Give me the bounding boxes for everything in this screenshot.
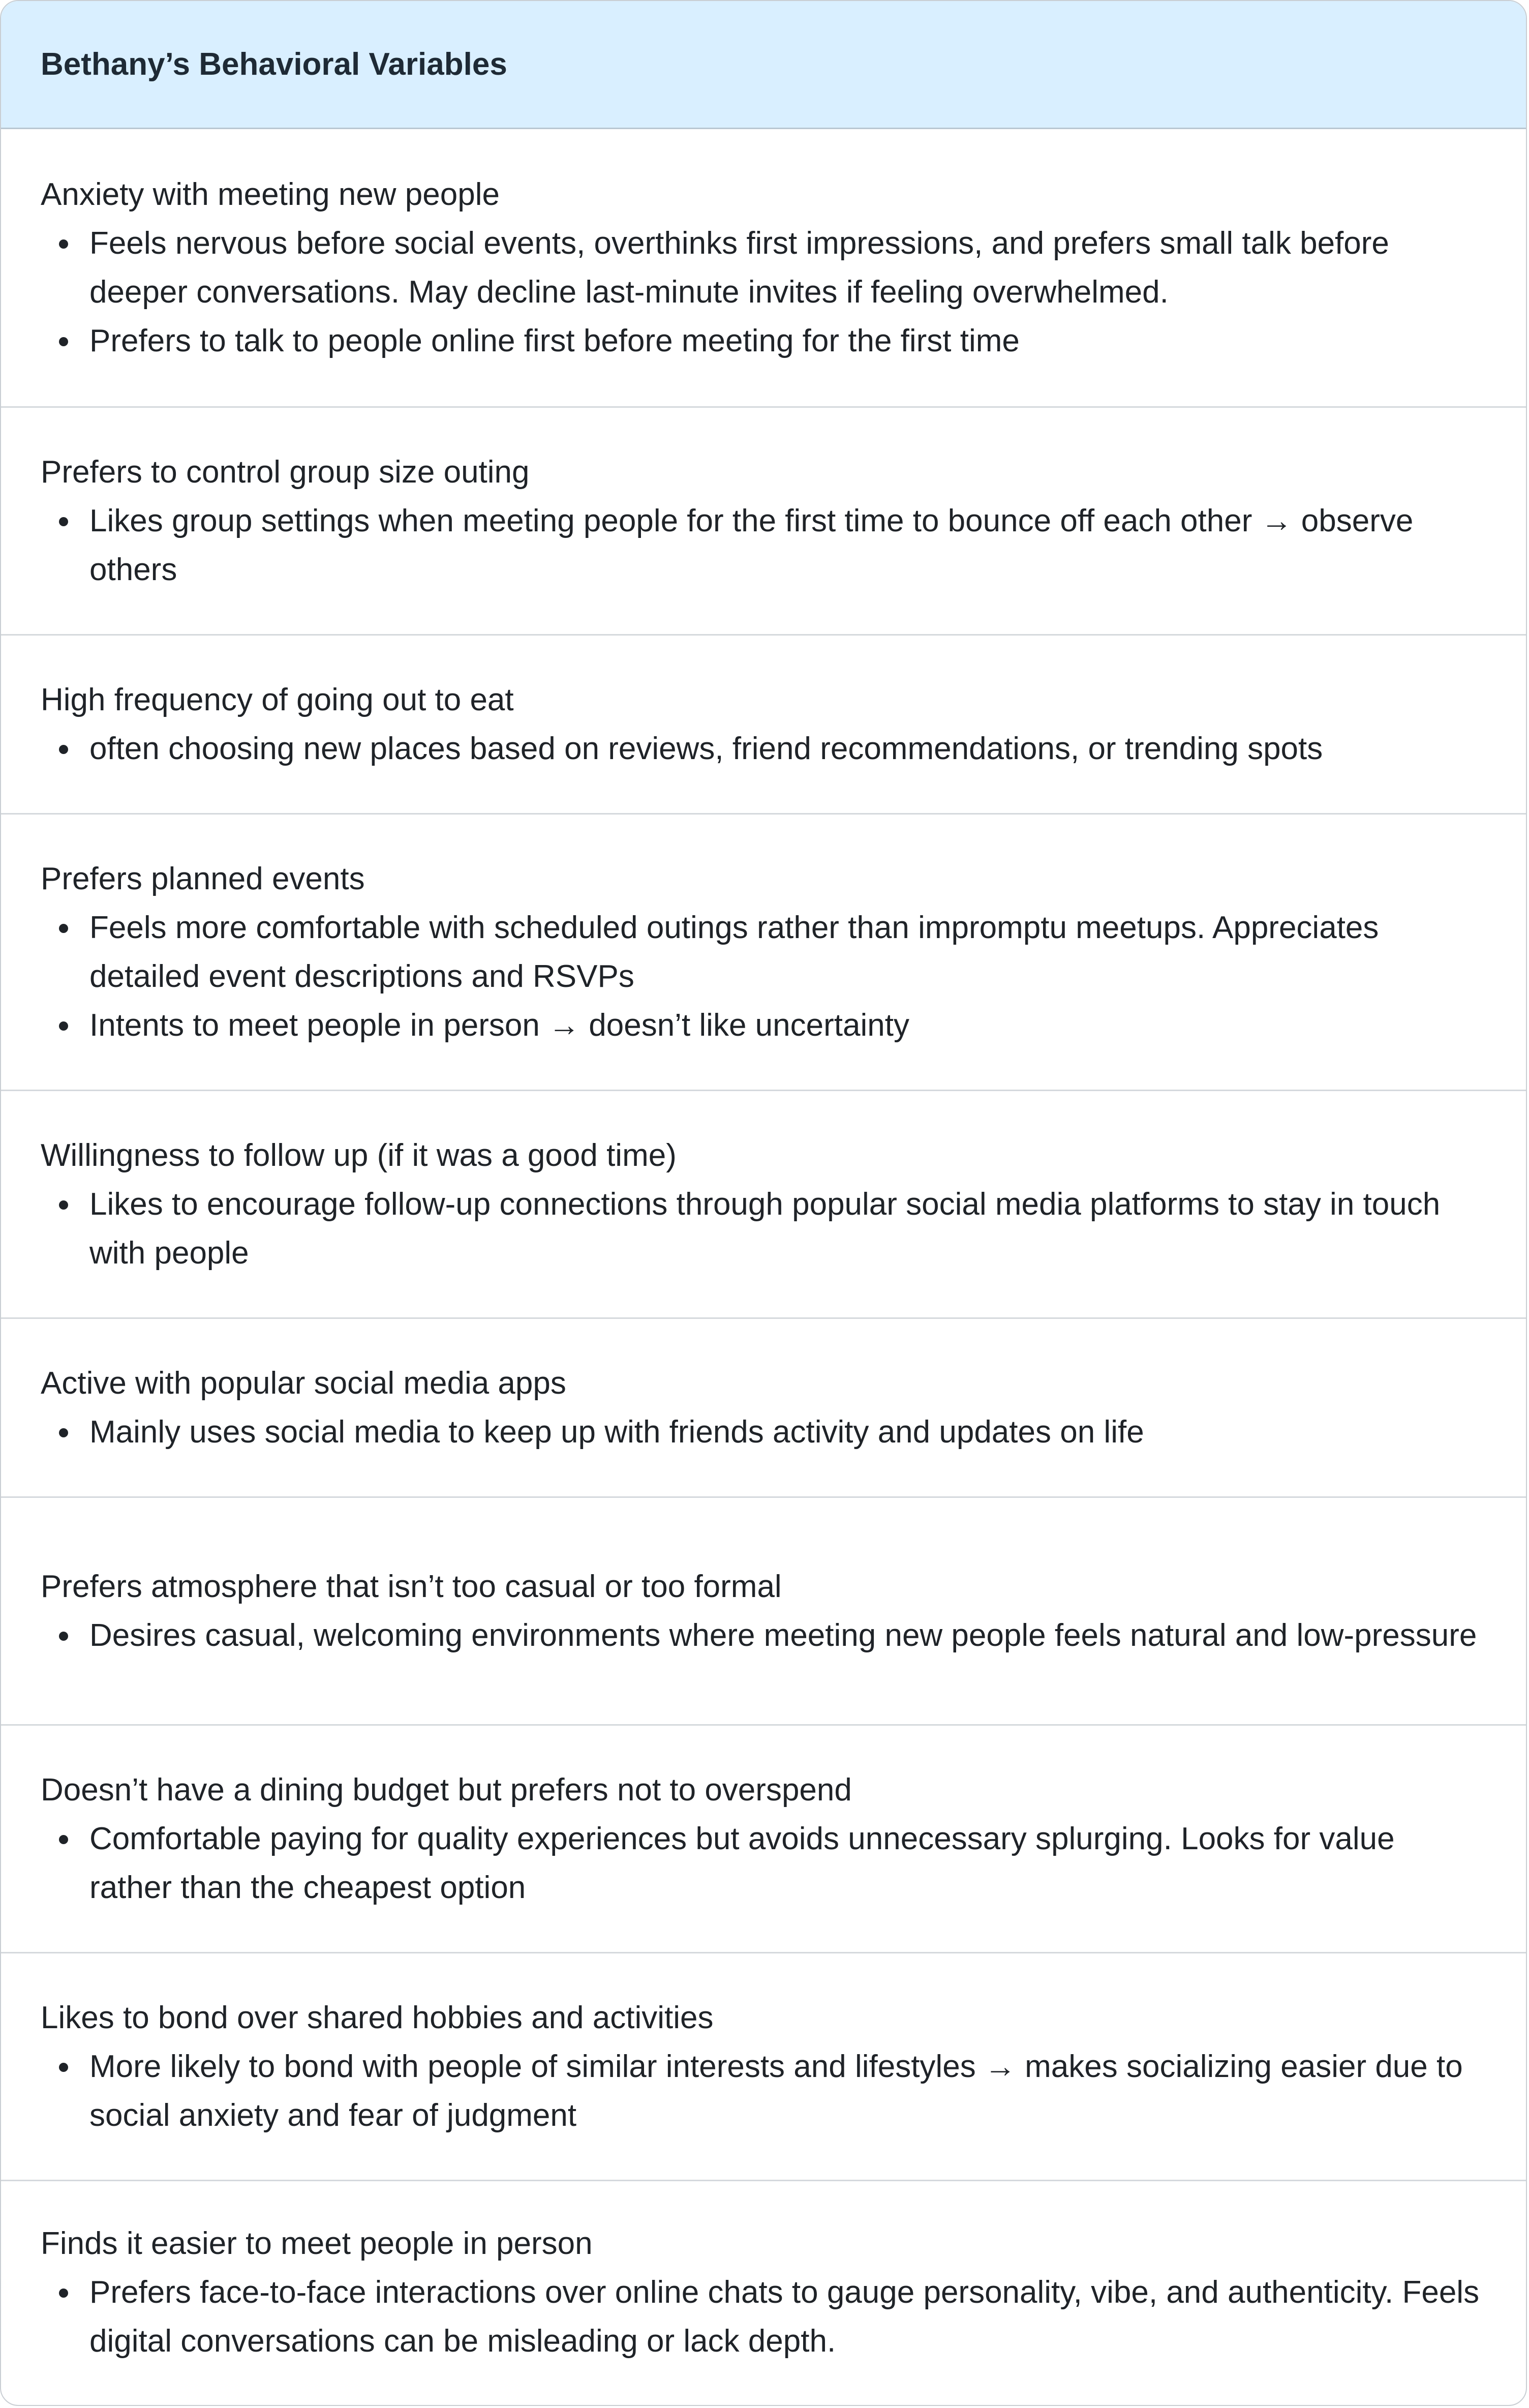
bullet-list (41, 1408, 1485, 1457)
section-title: Active with popular social media apps (41, 1365, 566, 1401)
section-title: Doesn’t have a dining budget but prefers not to overspend (41, 1772, 852, 1808)
bullet-list (41, 904, 1485, 1050)
bullet-item (41, 2268, 1485, 2366)
bullet-dot-icon (59, 337, 68, 346)
section-title: Prefers atmosphere that isn’t too casual or too formal (41, 1569, 782, 1604)
bullet-text: Prefers face-to-face interactions over online chats to gauge personality, vibe, and authenticity. Feels digital conversations can be misleading or lack depth. (89, 2275, 1480, 2359)
section-title: Finds it easier to meet people in person (41, 2226, 593, 2261)
bullet-text: Likes to encourage follow-up connections through popular social media platforms to stay in touch with people (89, 1186, 1441, 1271)
section-group-size (1, 406, 1526, 634)
bullet-list (41, 1611, 1485, 1660)
bullet-item (41, 1001, 1485, 1050)
bullet-list (41, 725, 1485, 773)
section-eating-out (1, 634, 1526, 813)
section-dining-budget (1, 1724, 1526, 1952)
bullet-item (41, 497, 1485, 594)
section-atmosphere (1, 1496, 1526, 1724)
bullet-dot-icon (59, 1428, 68, 1437)
card-header (1, 1, 1526, 129)
bullet-list (41, 2042, 1485, 2140)
bullet-dot-icon (59, 745, 68, 754)
section-title: Prefers planned events (41, 861, 365, 896)
section-title: Likes to bond over shared hobbies and activities (41, 2000, 714, 2035)
bullet-text: Mainly uses social media to keep up with friends activity and updates on life (89, 1414, 1144, 1450)
bullet-item (41, 219, 1485, 317)
bullet-item (41, 2042, 1485, 2140)
bullet-text: Likes group settings when meeting people for the first time to bounce off each other → observe others (89, 503, 1414, 587)
bullet-list (41, 1815, 1485, 1912)
bullet-item (41, 904, 1485, 1001)
section-in-person (1, 2180, 1526, 2404)
bullet-text: More likely to bond with people of similar interests and lifestyles → makes socializing easier due to social anxiety and fear of judgment (89, 2049, 1463, 2133)
bullet-text: Desires casual, welcoming environments where meeting new people feels natural and low-pressure (89, 1617, 1477, 1653)
bullet-item (41, 1408, 1485, 1457)
bullet-list (41, 1180, 1485, 1278)
bullet-dot-icon (59, 1021, 68, 1031)
section-title: Prefers to control group size outing (41, 454, 530, 490)
bullet-text: Feels nervous before social events, overthinks first impressions, and prefers small talk before deeper conversations. May decline last-minute invites if feeling overwhelmed. (89, 225, 1389, 310)
bullet-item (41, 1815, 1485, 1912)
bullet-dot-icon (59, 517, 68, 526)
bullet-dot-icon (59, 1632, 68, 1641)
bullet-item (41, 1611, 1485, 1660)
bullet-text: Intents to meet people in person → doesn’t like uncertainty (89, 1007, 909, 1043)
bullet-text: often choosing new places based on reviews, friend recommendations, or trending spots (89, 731, 1323, 766)
section-title: High frequency of going out to eat (41, 682, 514, 717)
bullet-list (41, 2268, 1485, 2366)
section-follow-up (1, 1090, 1526, 1317)
bullet-item (41, 317, 1485, 366)
bullet-list (41, 219, 1485, 366)
section-title: Anxiety with meeting new people (41, 176, 500, 212)
bullet-dot-icon (59, 1200, 68, 1210)
bullet-text: Prefers to talk to people online first before meeting for the first time (89, 323, 1020, 358)
section-planned-events (1, 813, 1526, 1090)
bullet-dot-icon (59, 924, 68, 933)
bullet-list (41, 497, 1485, 594)
bullet-item (41, 725, 1485, 773)
bullet-dot-icon (59, 2063, 68, 2072)
section-anxiety (1, 129, 1526, 406)
bullet-text: Comfortable paying for quality experiences but avoids unnecessary splurging. Looks for value rather than the cheapest option (89, 1821, 1395, 1905)
section-shared-hobbies (1, 1952, 1526, 2180)
card-title: Bethany’s Behavioral Variables (41, 47, 507, 82)
bullet-dot-icon (59, 239, 68, 249)
bullet-text: Feels more comfortable with scheduled outings rather than impromptu meetups. Appreciates detailed event descriptions and RSVPs (89, 910, 1379, 994)
section-social-media (1, 1317, 1526, 1496)
section-title: Willingness to follow up (if it was a good time) (41, 1137, 677, 1173)
bullet-item (41, 1180, 1485, 1278)
bullet-dot-icon (59, 2289, 68, 2298)
bullet-dot-icon (59, 1835, 68, 1844)
